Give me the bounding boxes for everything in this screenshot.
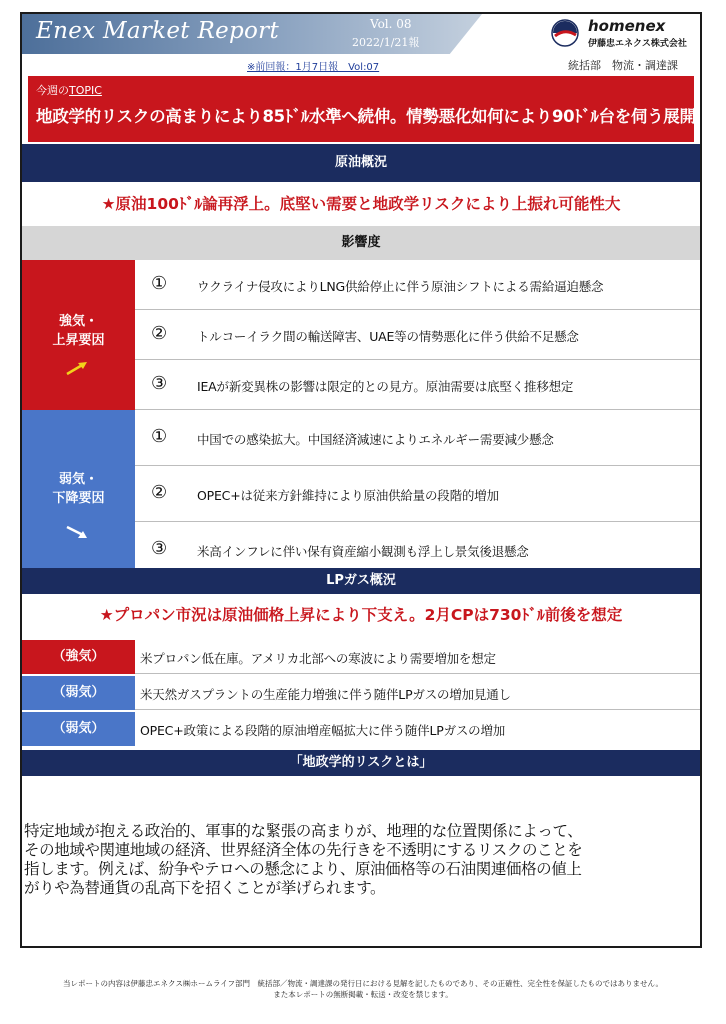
- lpg-row-1-divider: [135, 673, 700, 674]
- topic-label-topic: TOPIC: [69, 84, 102, 97]
- lpg-section-title: LPガス概況: [22, 568, 700, 594]
- bearish-row-2-num: ②: [151, 482, 168, 503]
- bearish-label-line1: 弱気・: [58, 472, 98, 487]
- crude-headline: ★原油100ﾄﾞﾙ論再浮上。底堅い需要と地政学リスクにより上振れ可能性大: [101, 195, 621, 213]
- bullish-factor-label: [22, 260, 135, 410]
- report-frame: [20, 12, 702, 948]
- report-header: [22, 14, 700, 54]
- footer-line-2: また本レポートの無断掲載・転送・改変を禁じます。: [273, 990, 453, 999]
- lpg-row-3: [22, 712, 700, 746]
- bearish-row-1-num: ①: [151, 426, 168, 447]
- lpg-row-3-tag: （弱気）: [22, 712, 135, 746]
- bullish-row-2-num: ②: [151, 323, 168, 344]
- bearish-row-2-text: OPEC+は従来方針維持により原油供給量の段階的増加: [197, 488, 499, 503]
- geo-line-3: 指します。例えば、紛争やテロへの懸念により、原油価格等の石油関連価格の値上: [24, 860, 582, 878]
- lpg-headline: ★プロパン市況は原油価格上昇により下支え。2月CPは730ﾄﾞﾙ前後を想定: [99, 606, 623, 624]
- report-date: 2022/1/21報: [352, 36, 420, 49]
- bullish-row-2: [135, 310, 700, 360]
- bearish-row-1-text: 中国での感染拡大。中国経済減速によりエネルギー需要減少懸念: [197, 432, 554, 447]
- bullish-row-1-text: ウクライナ侵攻によりLNG供給停止に伴う原油シフトによる需給逼迫懸念: [197, 279, 604, 294]
- geo-line-1: 特定地域が抱える政治的、軍事的な緊張の高まりが、地理的な位置関係によって、: [24, 822, 583, 840]
- topic-label: [36, 82, 102, 98]
- lpg-row-2-tag: （弱気）: [22, 676, 135, 710]
- impact-title: 影響度: [22, 226, 700, 260]
- bullish-row-2-text: トルコーイラク間の輸送障害、UAE等の情勢悪化に伴う供給不足懸念: [197, 329, 579, 344]
- company-logo: [546, 16, 696, 52]
- geo-line-4: がりや為替通貨の乱高下を招くことが挙げられます。: [24, 879, 386, 897]
- company-name: 伊藤忠エネクス株式会社: [588, 39, 687, 49]
- lpg-row-2-text: 米天然ガスプラントの生産能力増強に伴う随伴LPガスの増加見通し: [140, 687, 511, 702]
- report-volume: Vol. 08: [370, 17, 412, 31]
- footer-disclaimer: [0, 978, 726, 1000]
- previous-report-link[interactable]: ※前回報：1月7日報 Vol:07: [247, 62, 380, 73]
- lpg-row-1: [22, 640, 700, 674]
- crude-section-title: 原油概況: [22, 144, 700, 182]
- arrow-down-right-icon: [64, 524, 90, 540]
- lpg-row-2: [22, 676, 700, 710]
- bullish-row-1: [135, 260, 700, 310]
- logo-mark-icon: [550, 18, 580, 48]
- bullish-row-3-num: ③: [151, 373, 168, 394]
- bullish-label-line1: 強気・: [58, 314, 98, 329]
- report-title: Enex Market Report: [36, 18, 279, 44]
- geo-line-2: その地域や関連地域の経済、世界経済全体の先行きを不透明にするリスクのことを: [24, 841, 583, 859]
- topic-banner: [28, 76, 694, 142]
- bearish-row-3-num: ③: [151, 538, 168, 559]
- topic-label-prefix: 今週の: [36, 84, 69, 97]
- bearish-row-3-text: 米高インフレに伴い保有資産縮小観測も浮上し景気後退懸念: [197, 544, 529, 559]
- geo-explanation: [24, 822, 700, 898]
- department-name: 統括部 物流・調達課: [568, 59, 678, 72]
- lpg-row-1-tag: （強気）: [22, 640, 135, 674]
- geo-section-title: 「地政学的リスクとは」: [22, 750, 700, 776]
- bullish-row-1-num: ①: [151, 273, 168, 294]
- arrow-up-right-icon: [64, 360, 90, 376]
- lpg-row-2-divider: [135, 709, 700, 710]
- lpg-row-1-text: 米プロパン低在庫。アメリカ北部への寒波により需要増加を想定: [140, 651, 496, 666]
- logo-name: homenex: [588, 17, 666, 35]
- bullish-row-3: [135, 360, 700, 410]
- bearish-row-2: [135, 466, 700, 522]
- lpg-row-3-text: OPEC+政策による段階的原油増産幅拡大に伴う随伴LPガスの増加: [140, 723, 506, 738]
- bearish-factor-label: [22, 410, 135, 578]
- bullish-row-3-text: IEAが新変異株の影響は限定的との見方。原油需要は底堅く推移想定: [197, 379, 574, 394]
- bearish-label-line2: 下降要因: [52, 491, 105, 506]
- bearish-row-1: [135, 410, 700, 466]
- topic-headline: 地政学的リスクの高まりにより85ﾄﾞﾙ水準へ続伸。情勢悪化如何により90ﾄﾞﾙ台を伺う展開: [36, 107, 696, 126]
- footer-line-1: 当レポートの内容は伊藤忠エネクス㈱ホームライフ部門 統括部／物流・調達課の発行日における見解を記したものであり、その正確性、完全性を保証したものではありません。: [63, 979, 663, 988]
- bullish-label-line2: 上昇要因: [52, 333, 105, 348]
